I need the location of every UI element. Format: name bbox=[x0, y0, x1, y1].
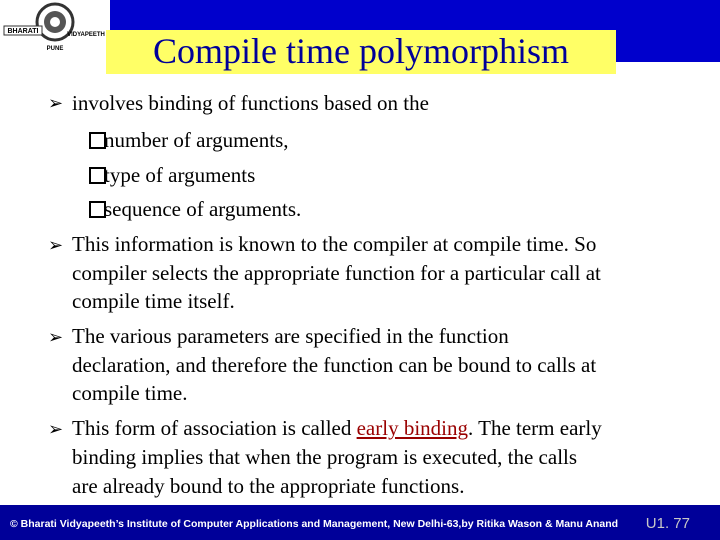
bullet-2-line-2: compiler selects the appropriate function for a particular call at bbox=[72, 261, 601, 285]
bullet-3-line-1: The various parameters are specified in the function bbox=[72, 324, 509, 348]
subitem-1: number of arguments, bbox=[104, 128, 289, 152]
bullet-2-line-3: compile time itself. bbox=[72, 289, 235, 313]
subitem-2: type of arguments bbox=[104, 163, 256, 187]
bullet-arrow-icon: ➢ bbox=[48, 235, 64, 255]
bullet-arrow-icon: ➢ bbox=[48, 419, 64, 439]
bullet-1-line-1: involves binding of functions based on the bbox=[72, 91, 429, 115]
svg-text:PUNE: PUNE bbox=[46, 46, 64, 52]
svg-text:BHARATI: BHARATI bbox=[7, 28, 39, 35]
slide-title: Compile time polymorphism bbox=[106, 30, 616, 74]
bullet-arrow-icon: ➢ bbox=[48, 93, 64, 113]
bullet-4-line-2: binding implies that when the program is executed, the calls bbox=[72, 445, 578, 469]
bullet-4-text-after: . The term early bbox=[468, 416, 602, 440]
bullet-arrow-icon: ➢ bbox=[48, 327, 64, 347]
subitem-3: sequence of arguments. bbox=[104, 197, 302, 221]
bullet-3-line-3: compile time. bbox=[72, 381, 188, 405]
bullet-3-line-2: declaration, and therefore the function can be bound to calls at bbox=[72, 353, 597, 377]
page-number: U1. 77 bbox=[645, 515, 690, 532]
bullet-2-line-1: This information is known to the compiler at compile time. So bbox=[72, 232, 597, 256]
bullet-4-line-3: are already bound to the appropriate functions. bbox=[72, 474, 465, 498]
svg-text:VIDYAPEETH: VIDYAPEETH bbox=[67, 32, 105, 38]
early-binding-link[interactable]: early binding bbox=[356, 416, 468, 440]
footer-copyright: © Bharati Vidyapeeth’s Institute of Computer Applications and Management, New Delhi-63,by Ritika Wason & Manu Anand bbox=[10, 518, 619, 530]
bullet-4-text-before: This form of association is called bbox=[72, 416, 357, 440]
footer-bar bbox=[0, 505, 720, 540]
bullet-4-line-1 bbox=[72, 413, 602, 443]
